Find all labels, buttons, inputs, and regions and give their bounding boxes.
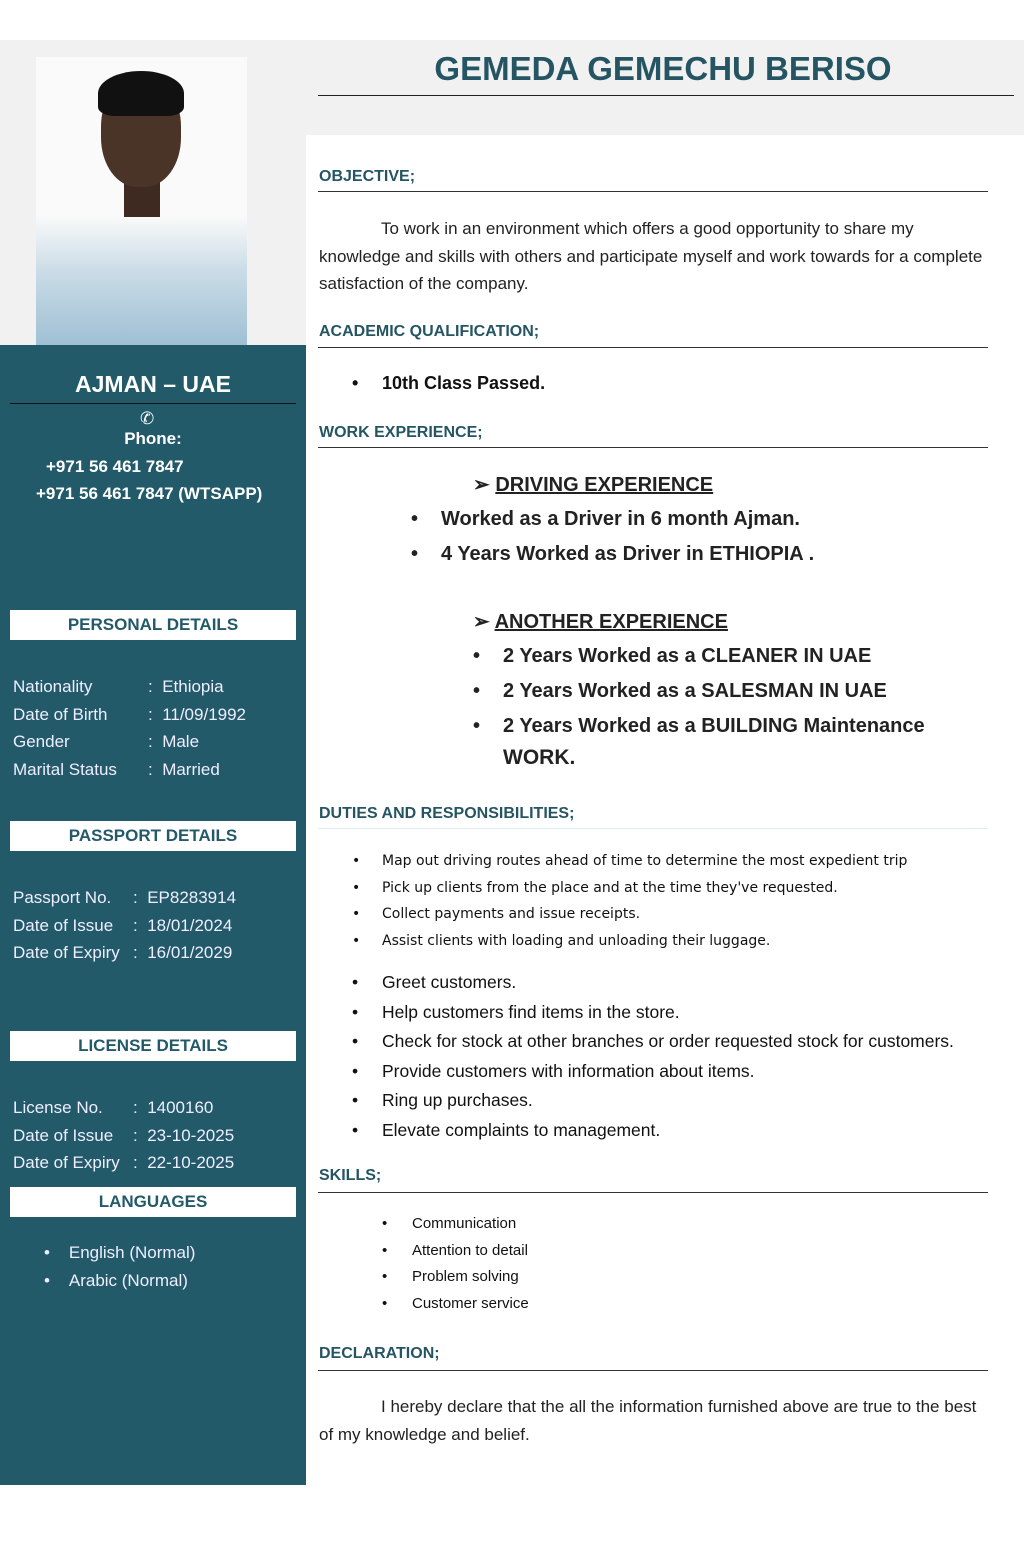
driving-experience-title: DRIVING EXPERIENCE xyxy=(495,474,714,496)
another-experience-heading xyxy=(473,609,728,634)
declaration-heading: DECLARATION; xyxy=(319,1345,440,1362)
detail-row xyxy=(13,1153,234,1173)
detail-row xyxy=(13,1126,234,1146)
phone-number: +971 56 461 7847 xyxy=(46,457,184,476)
skill-item: • Problem solving xyxy=(412,1268,519,1285)
duty-item: • Help customers find items in the store. xyxy=(382,1002,680,1023)
detail-label: Passport No. xyxy=(13,888,112,907)
detail-separator: : xyxy=(148,759,153,779)
skill-item: • Customer service xyxy=(412,1295,529,1312)
duty-item: • Collect payments and issue receipts. xyxy=(382,906,640,922)
language-item: • English (Normal) xyxy=(44,1243,196,1262)
experience-item: • 2 Years Worked as a BUILDING Maintenance xyxy=(503,715,925,738)
phone-label: Phone: xyxy=(124,429,182,448)
detail-value: 23-10-2025 xyxy=(147,1125,235,1145)
divider xyxy=(318,1192,988,1193)
driving-item: • 4 Years Worked as Driver in ETHIOPIA . xyxy=(441,543,814,566)
divider xyxy=(10,403,296,404)
detail-label: Marital Status xyxy=(13,759,117,779)
detail-separator: : xyxy=(133,943,138,962)
location: AJMAN – UAE xyxy=(75,371,231,397)
experience-item: • 2 Years Worked as a SALESMAN IN UAE xyxy=(503,680,887,703)
divider xyxy=(318,191,988,192)
detail-value: EP8283914 xyxy=(147,888,237,907)
detail-separator: : xyxy=(133,1153,138,1172)
detail-row xyxy=(13,888,236,908)
duty-item: • Greet customers. xyxy=(382,972,516,993)
detail-label: Date of Expiry xyxy=(13,943,120,962)
detail-value: 22-10-2025 xyxy=(147,1153,235,1172)
detail-value: 16/01/2029 xyxy=(147,943,233,962)
detail-label: Date of Issue xyxy=(13,915,114,935)
detail-separator: : xyxy=(148,704,153,724)
detail-label: Date of Expiry xyxy=(13,1153,120,1172)
detail-separator: : xyxy=(133,888,138,907)
detail-row xyxy=(13,943,232,963)
detail-value: Male xyxy=(162,732,200,751)
duty-item: • Provide customers with information about items. xyxy=(382,1061,755,1082)
detail-row xyxy=(13,916,232,936)
detail-value: Married xyxy=(162,759,220,779)
detail-separator: : xyxy=(133,1098,138,1117)
passport-details-heading: PASSPORT DETAILS xyxy=(10,821,296,851)
work-heading: WORK EXPERIENCE; xyxy=(319,424,483,441)
profile-photo xyxy=(36,57,247,345)
divider xyxy=(318,347,988,348)
divider xyxy=(318,1370,988,1371)
detail-row xyxy=(13,732,199,752)
languages-heading: LANGUAGES xyxy=(10,1187,296,1217)
academic-item: • 10th Class Passed. xyxy=(382,373,545,394)
divider xyxy=(318,828,988,829)
language-item: • Arabic (Normal) xyxy=(44,1271,188,1290)
academic-heading: ACADEMIC QUALIFICATION; xyxy=(319,323,540,340)
experience-item: • 2 Years Worked as a CLEANER IN UAE xyxy=(503,645,871,668)
divider xyxy=(318,95,1014,96)
detail-value: Ethiopia xyxy=(162,677,224,696)
detail-row xyxy=(13,1098,213,1118)
phone-icon: ✆ xyxy=(140,409,155,428)
another-experience-title: ANOTHER EXPERIENCE xyxy=(494,611,728,633)
duty-item: • Check for stock at other branches or order requested stock for customers. xyxy=(382,1031,954,1052)
skills-heading: SKILLS; xyxy=(319,1167,382,1184)
duty-item: • Map out driving routes ahead of time to determine the most expedient trip xyxy=(382,853,907,869)
sidebar xyxy=(0,345,306,1485)
objective-text: To work in an environment which offers a good opportunity to share my knowledge and skills with others and participate myself and work towards for a complete satisfaction of the company. xyxy=(319,219,983,293)
license-details-heading: LICENSE DETAILS xyxy=(10,1031,296,1061)
divider xyxy=(318,447,988,448)
detail-label: Date of Birth xyxy=(13,704,108,724)
arrow-icon: ➢ xyxy=(473,474,490,496)
candidate-name: GEMEDA GEMECHU BERISO xyxy=(434,50,892,87)
whatsapp-number: +971 56 461 7847 (WTSAPP) xyxy=(36,484,263,503)
detail-value: 11/09/1992 xyxy=(162,704,247,724)
duty-item: • Pick up clients from the place and at the time they've requested. xyxy=(382,880,838,896)
detail-row xyxy=(13,705,246,725)
detail-row xyxy=(13,760,220,780)
detail-label: Gender xyxy=(13,732,70,751)
detail-separator: : xyxy=(133,1125,138,1145)
detail-value: 18/01/2024 xyxy=(147,915,233,935)
duty-item: • Assist clients with loading and unloading their luggage. xyxy=(382,933,770,949)
duty-item: • Ring up purchases. xyxy=(382,1090,533,1111)
detail-row xyxy=(13,677,224,697)
arrow-icon: ➢ xyxy=(473,611,490,633)
duties-heading: DUTIES AND RESPONSIBILITIES; xyxy=(319,805,575,822)
duty-item: • Elevate complaints to management. xyxy=(382,1120,660,1141)
objective-heading: OBJECTIVE; xyxy=(319,168,416,185)
detail-separator: : xyxy=(133,915,138,935)
language: English (Normal) xyxy=(68,1243,196,1262)
detail-value: 1400160 xyxy=(147,1098,214,1117)
detail-separator: : xyxy=(148,677,153,696)
skill-item: • Attention to detail xyxy=(412,1242,528,1259)
personal-details-heading: PERSONAL DETAILS xyxy=(10,610,296,640)
skill-item: • Communication xyxy=(412,1215,516,1232)
detail-separator: : xyxy=(148,732,153,751)
driving-item: • Worked as a Driver in 6 month Ajman. xyxy=(441,508,800,531)
detail-label: Date of Issue xyxy=(13,1125,114,1145)
detail-label: License No. xyxy=(13,1098,103,1117)
declaration-text: I hereby declare that the all the information furnished above are true to the best of my knowledge and belief. xyxy=(319,1397,977,1444)
driving-experience-heading xyxy=(473,472,713,497)
detail-label: Nationality xyxy=(13,677,93,696)
experience-item-continued: WORK. xyxy=(503,746,576,769)
language: Arabic (Normal) xyxy=(68,1271,188,1290)
